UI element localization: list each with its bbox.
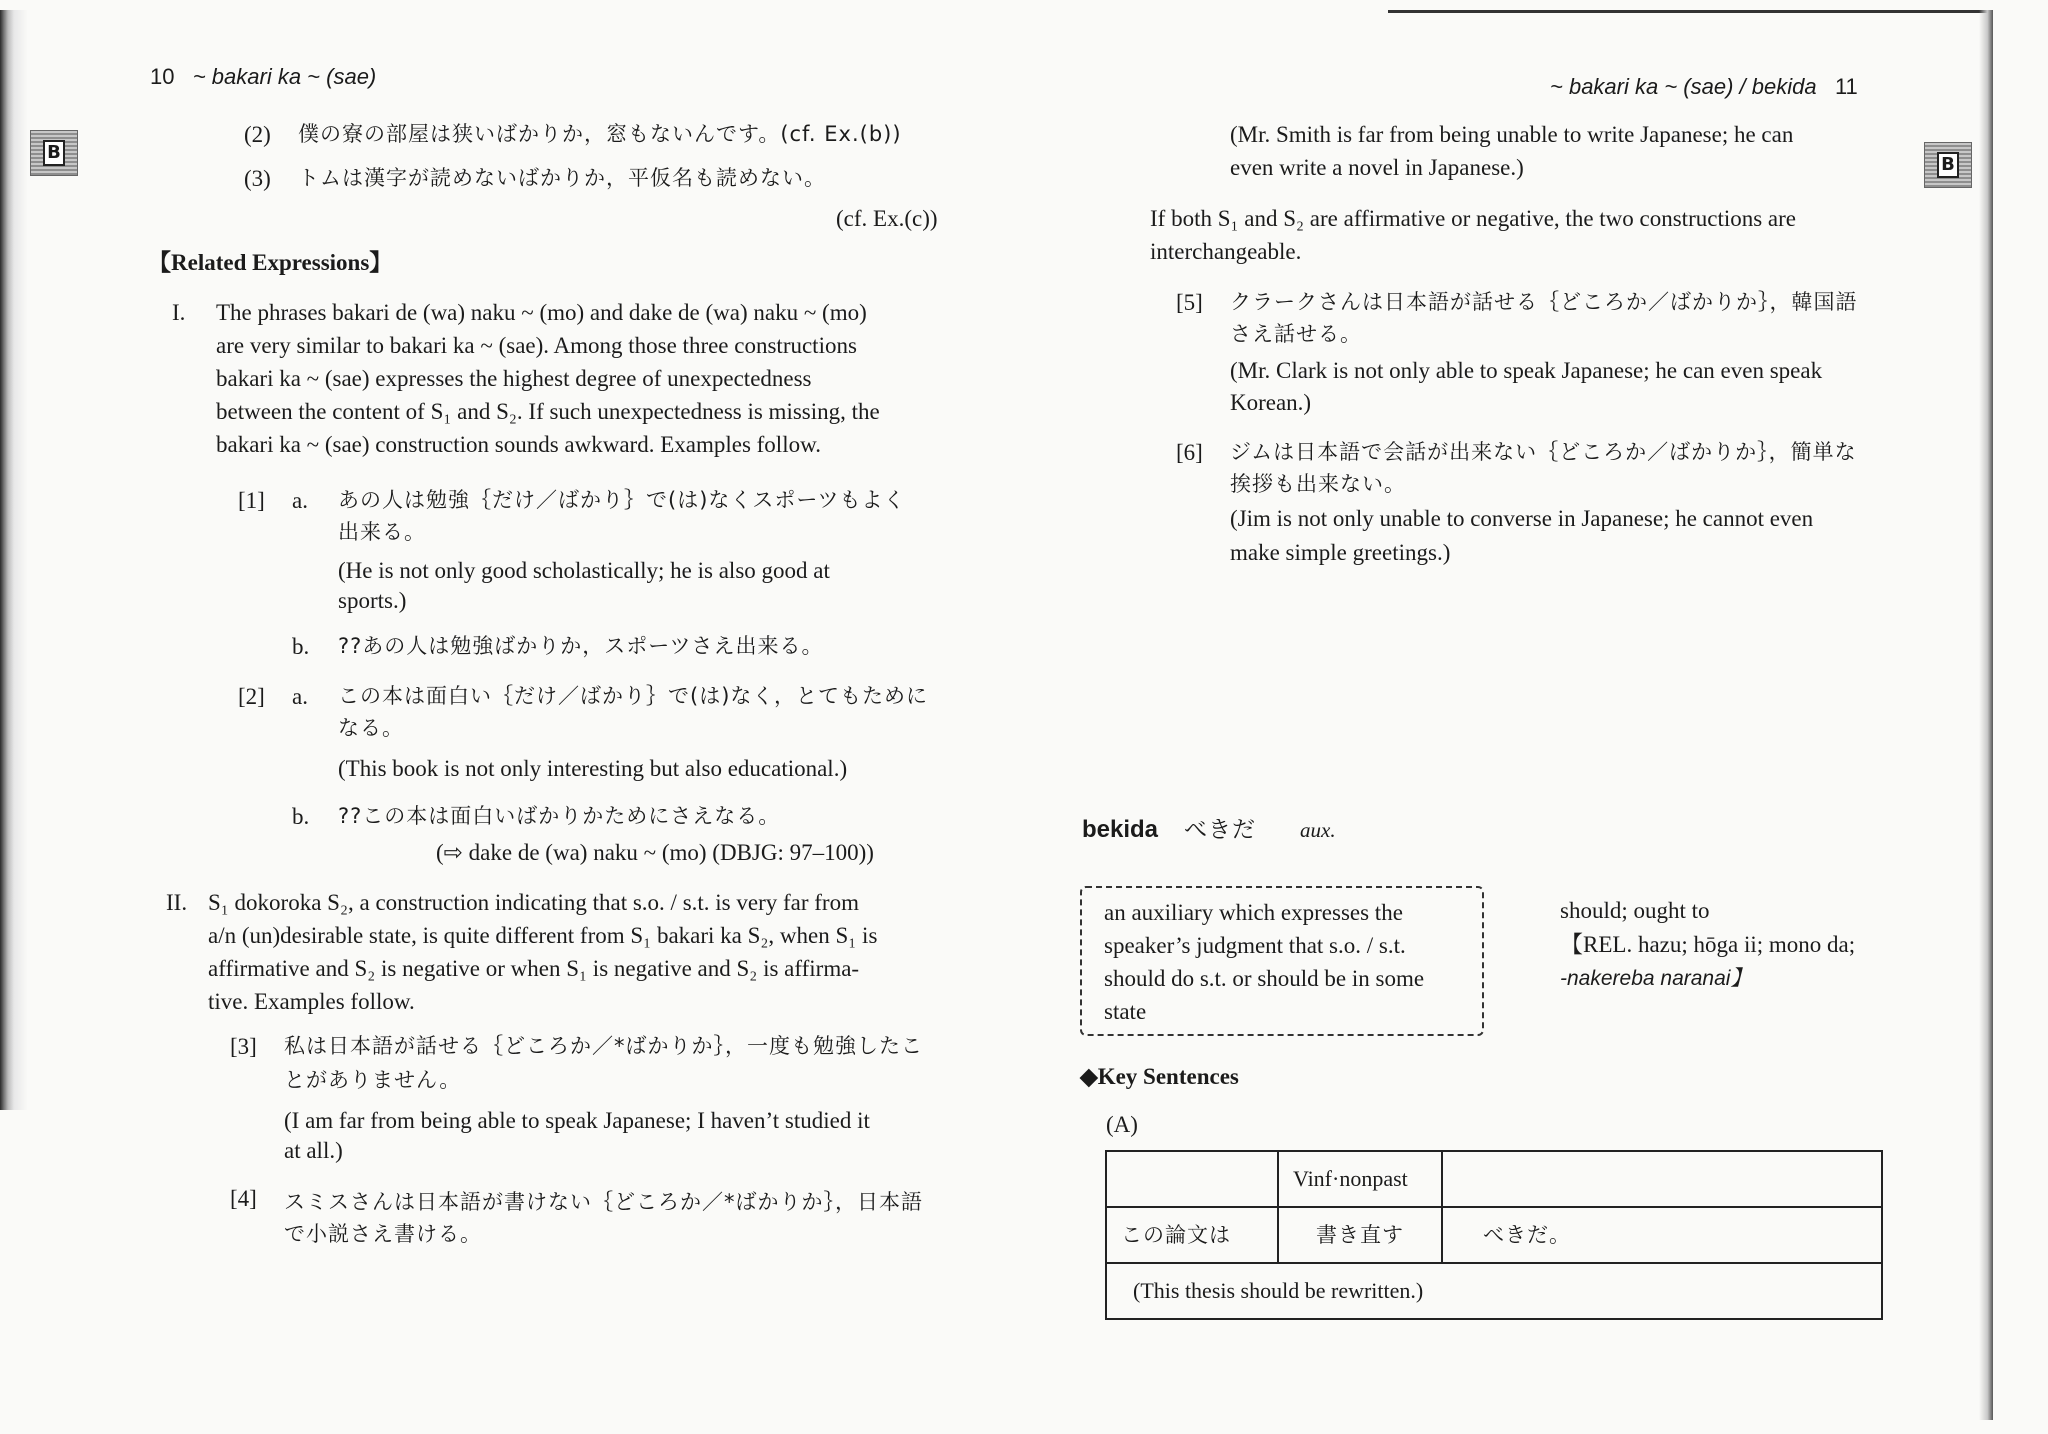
example-6-en-cont: make simple greetings.) (1230, 540, 1451, 565)
item-ii-numeral: II. (166, 890, 188, 915)
item-i-line: between the content of S₁ and S₂. If such unexpectedness is missing, the (216, 399, 880, 424)
related-expressions-heading: 【Related Expressions】 (148, 250, 393, 275)
example-1a-jp: あの人は勉強｛だけ／ばかり｝で(は)なくスポーツもよく (338, 488, 906, 512)
item-i-line: bakari ka ~ (sae) expresses the highest degree of unexpectedness (216, 366, 812, 391)
definition-line: an auxiliary which expresses the (1104, 900, 1403, 925)
table-cell: Vinf·nonpast (1278, 1151, 1442, 1207)
key-sentences-heading: ◆Key Sentences (1080, 1064, 1239, 1089)
related-entries: 【REL. hazu; hōga ii; mono da; (1560, 932, 1856, 957)
example-6-en: (Jim is not only unable to converse in Japanese; he cannot even (1230, 506, 1814, 531)
table-cell (1442, 1151, 1882, 1207)
table-cell: (This thesis should be rewritten.) (1106, 1263, 1882, 1319)
page-number: 10 (150, 64, 175, 89)
right-running-head (1550, 74, 1858, 100)
example-4-jp-cont: で小説さえ書ける。 (284, 1222, 482, 1246)
interchangeable-paragraph (1150, 202, 1882, 268)
running-head-title: ~ bakari ka ~ (sae) / bekida (1550, 74, 1817, 99)
example-2b-label: b. (292, 804, 310, 829)
example-6-jp-cont: 挨拶も出来ない。 (1230, 472, 1406, 496)
definition-line: state (1104, 999, 1147, 1024)
definition-line: should do s.t. or should be in some (1104, 966, 1425, 991)
example-1b-label: b. (292, 634, 310, 659)
tab-letter: B (43, 140, 65, 166)
left-binding-shadow (0, 10, 28, 1110)
example-1b-jp: ??あの人は勉強ばかりか，スポーツさえ出来る。 (338, 634, 824, 658)
item-i-numeral: I. (172, 300, 186, 325)
example-number: (3) (244, 166, 271, 191)
top-rule (1388, 10, 1988, 13)
example-2a-label: a. (292, 684, 308, 709)
entry-header (1082, 814, 1336, 847)
paragraph-line: If both S₁ and S₂ are affirmative or negative, the two constructions are (1150, 206, 1796, 231)
section-tab-b-right (1924, 142, 1972, 188)
example-5-number: [5] (1176, 290, 1203, 315)
table-header-row (1106, 1151, 1882, 1207)
example-5-en-cont: Korean.) (1230, 390, 1312, 415)
carry-over-translation (1230, 118, 1882, 184)
example-4-number: [4] (230, 1186, 257, 1211)
paragraph-line: interchangeable. (1150, 239, 1302, 264)
example-6-jp: ジムは日本語で会話が出来ない｛どころか／ばかりか｝，簡単な (1230, 440, 1857, 464)
table-row (1106, 1207, 1882, 1263)
example-3-jp: 私は日本語が話せる｛どころか／*ばかりか｝，一度も勉強したこ (284, 1034, 923, 1058)
example-2-jp: 僕の寮の部屋は狭いばかりか，窓もないんです。(cf. Ex.(b)) (298, 122, 902, 146)
example-1a-jp-cont: 出来る。 (338, 520, 426, 544)
example-3-en: (I am far from being able to speak Japanese; I haven’t studied it (284, 1108, 870, 1133)
example-6-number: [6] (1176, 440, 1203, 465)
item-ii-line: a/n (un)desirable state, is quite different from S₁ bakari ka S₂, when S₁ is (208, 923, 878, 948)
example-2a-en: (This book is not only interesting but also educational.) (338, 756, 848, 781)
definition-line: speaker’s judgment that s.o. / s.t. (1104, 933, 1406, 958)
item-i-body (216, 296, 948, 461)
example-5-jp: クラークさんは日本語が話せる｛どころか／ばかりか｝，韓国語 (1230, 290, 1858, 314)
item-ii-line: S₁ dokoroka S₂, a construction indicating that s.o. / s.t. is very far from (208, 890, 859, 915)
item-ii-body (208, 886, 944, 1018)
table-cell: 書き直す (1278, 1207, 1442, 1263)
cross-reference: (⇨ dake de (wa) naku ~ (mo) (DBJG: 97–100)) (436, 840, 874, 865)
section-tab-b-left (30, 130, 78, 176)
page-number: 11 (1834, 74, 1858, 99)
example-3-jp-cont: とがありません。 (284, 1068, 462, 1092)
table-cell (1106, 1151, 1278, 1207)
example-2-number: [2] (238, 684, 265, 709)
running-head-title: ~ bakari ka ~ (sae) (192, 64, 377, 89)
table-translation-row (1106, 1263, 1882, 1319)
example-1-number: [1] (238, 488, 265, 513)
example-3-number: [3] (230, 1034, 257, 1059)
item-i-line: bakari ka ~ (sae) construction sounds awkward. Examples follow. (216, 432, 821, 457)
example-1a-en-cont: sports.) (338, 588, 407, 613)
key-sentence-label: (A) (1106, 1112, 1138, 1137)
example-1a-en: (He is not only good scholastically; he is also good at (338, 558, 830, 583)
item-i-line: are very similar to bakari ka ~ (sae). Among those three constructions (216, 333, 857, 358)
left-running-head (150, 64, 376, 90)
example-3-en-cont: at all.) (284, 1138, 343, 1163)
definition-box (1080, 886, 1484, 1036)
item-ii-line: tive. Examples follow. (208, 989, 415, 1014)
table-cell: べきだ。 (1442, 1207, 1882, 1263)
example-2a-jp-cont: なる。 (338, 716, 404, 740)
carry-over-line: (Mr. Smith is far from being unable to write Japanese; he can (1230, 122, 1794, 147)
example-number: (2) (244, 122, 271, 147)
example-5-en: (Mr. Clark is not only able to speak Japanese; he can even speak (1230, 358, 1823, 383)
example-2b-jp: ??この本は面白いばかりかためにさえなる。 (338, 804, 781, 828)
example-5-jp-cont: さえ話せる。 (1230, 322, 1362, 346)
entry-part-of-speech: aux. (1300, 818, 1336, 842)
example-3 (244, 162, 271, 195)
example-3-jp: トムは漢字が読めないばかりか，平仮名も読めない。 (298, 166, 826, 190)
table-cell: この論文は (1106, 1207, 1278, 1263)
english-equivalent: should; ought to (1560, 898, 1710, 923)
carry-over-line: even write a novel in Japanese.) (1230, 155, 1524, 180)
example-1a-label: a. (292, 488, 308, 513)
entry-kana: べきだ (1184, 817, 1257, 843)
entry-headword: bekida (1082, 816, 1159, 843)
example-2 (244, 118, 271, 151)
tab-letter: B (1937, 152, 1959, 178)
item-ii-line: affirmative and S₂ is negative or when S₁ is negative and S₂ is affirma- (208, 956, 860, 981)
example-3-ref: (cf. Ex.(c)) (836, 206, 938, 231)
example-2a-jp: この本は面白い｛だけ／ばかり｝で(は)なく，とてもために (338, 684, 928, 708)
right-page-edge-shadow (1979, 10, 1993, 1420)
example-4-jp: スミスさんは日本語が書けない｛どころか／*ばかりか｝，日本語 (284, 1190, 923, 1214)
related-entries-cont: -nakereba naranai】 (1560, 967, 1752, 990)
key-sentence-table (1105, 1150, 1883, 1320)
item-i-line: The phrases bakari de (wa) naku ~ (mo) and dake de (wa) naku ~ (mo) (216, 300, 867, 325)
